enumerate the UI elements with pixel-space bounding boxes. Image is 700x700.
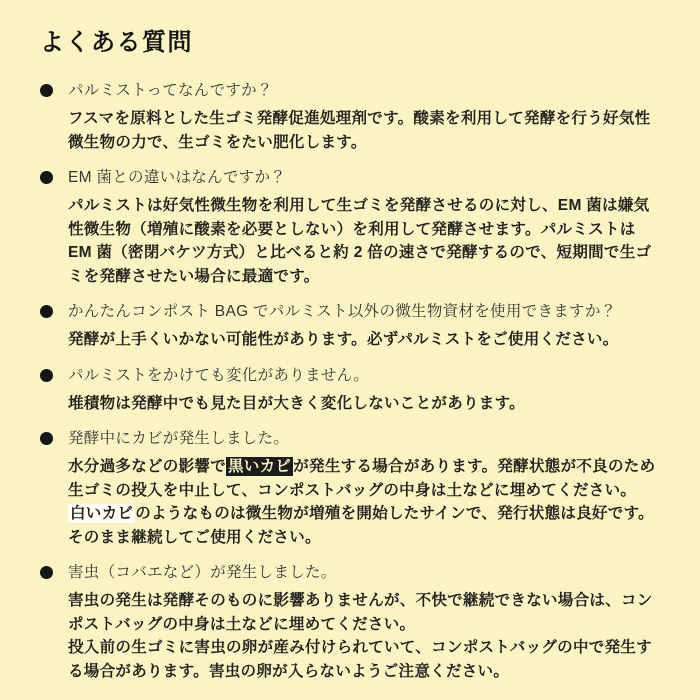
page-title: よくある質問 (40, 29, 193, 56)
answer-paragraph (68, 502, 664, 549)
question-text: EM 菌との違いはなんですか？ (68, 169, 287, 186)
question-text: 害虫（コバエなど）が発生しました。 (68, 564, 337, 581)
answer-segment: パルミストは好気性微生物を利用して生ゴミを発酵させるのに対し、EM 菌は嫌気性微生物（増殖に酸素を必要としない）を利用して発酵させます。パルミストは EM 菌（密閉バケツ方式）と比べると約 2 倍の速さで発酵するので、短期間で生ゴミを発酵させたい場合に最適です。 (68, 197, 652, 285)
black-circle-icon (40, 84, 53, 97)
question-text: パルミストってなんですか？ (68, 82, 273, 99)
answer-paragraph (68, 636, 664, 683)
black-circle-icon (40, 369, 53, 382)
answer-text (68, 328, 664, 352)
faq-item-0 (40, 79, 666, 154)
answer-text (68, 194, 664, 288)
answer-paragraph (68, 107, 664, 154)
answer-segment: 害虫の発生は発酵そのものに影響ありませんが、不快で継続できない場合は、コンポストバッグの中身は土などに埋めてください。 (68, 592, 653, 633)
faq-item-2 (40, 300, 666, 352)
answer-segment: が発生する場合があります。発酵状態が不良のため生ゴミの投入を中止して、コンポストバッグの中身は土などに埋めてください。 (68, 458, 656, 499)
question-row (40, 427, 666, 450)
question-text: かんたんコンポスト BAG でパルミスト以外の微生物資材を使用できますか？ (68, 303, 617, 320)
answer-paragraph (68, 392, 664, 416)
faq-item-3 (40, 364, 666, 416)
answer-text (68, 107, 664, 154)
question-row (40, 79, 666, 102)
answer-text (68, 589, 664, 683)
answer-segment: 堆積物は発酵中でも見た目が大きく変化しないことがあります。 (68, 394, 525, 412)
black-circle-icon (40, 305, 53, 318)
answer-paragraph (68, 194, 664, 288)
faq-item-4 (40, 427, 666, 549)
question-text: 発酵中にカビが発生しました。 (68, 430, 290, 447)
answer-text (68, 455, 664, 549)
answer-text (68, 392, 664, 416)
question-row (40, 364, 666, 387)
faq-list (40, 79, 666, 683)
black-circle-icon (40, 432, 53, 445)
faq-item-5 (40, 561, 666, 683)
faq-item-1 (40, 166, 666, 288)
highlighted-text-black: 黒いカビ (228, 458, 292, 475)
answer-segment: 発酵が上手くいかない可能性があります。必ずパルミストをご使用ください。 (68, 331, 619, 348)
answer-paragraph (68, 589, 664, 636)
answer-segment: のようなものは微生物が増殖を開始したサインで、発行状態は良好です。そのまま継続してご使用ください。 (68, 505, 654, 546)
answer-segment: フスマを原料とした生ゴミ発酵促進処理剤です。酸素を利用して発酵を行う好気性微生物の力で、生ゴミをたい肥化します。 (68, 110, 651, 151)
answer-paragraph (68, 328, 664, 352)
question-text: パルミストをかけても変化がありません。 (68, 366, 370, 384)
highlighted-text-white: 白いカビ (70, 505, 134, 522)
black-circle-icon (40, 171, 53, 184)
question-row (40, 561, 666, 584)
black-circle-icon (40, 566, 53, 579)
question-row (40, 166, 666, 189)
answer-paragraph (68, 455, 664, 502)
answer-segment: 投入前の生ゴミに害虫の卵が産み付けられていて、コンポストバッグの中で発生する場合があります。害虫の卵が入らないようご注意ください。 (68, 639, 652, 680)
answer-segment: 水分過多などの影響で (68, 458, 227, 475)
question-row (40, 300, 666, 323)
